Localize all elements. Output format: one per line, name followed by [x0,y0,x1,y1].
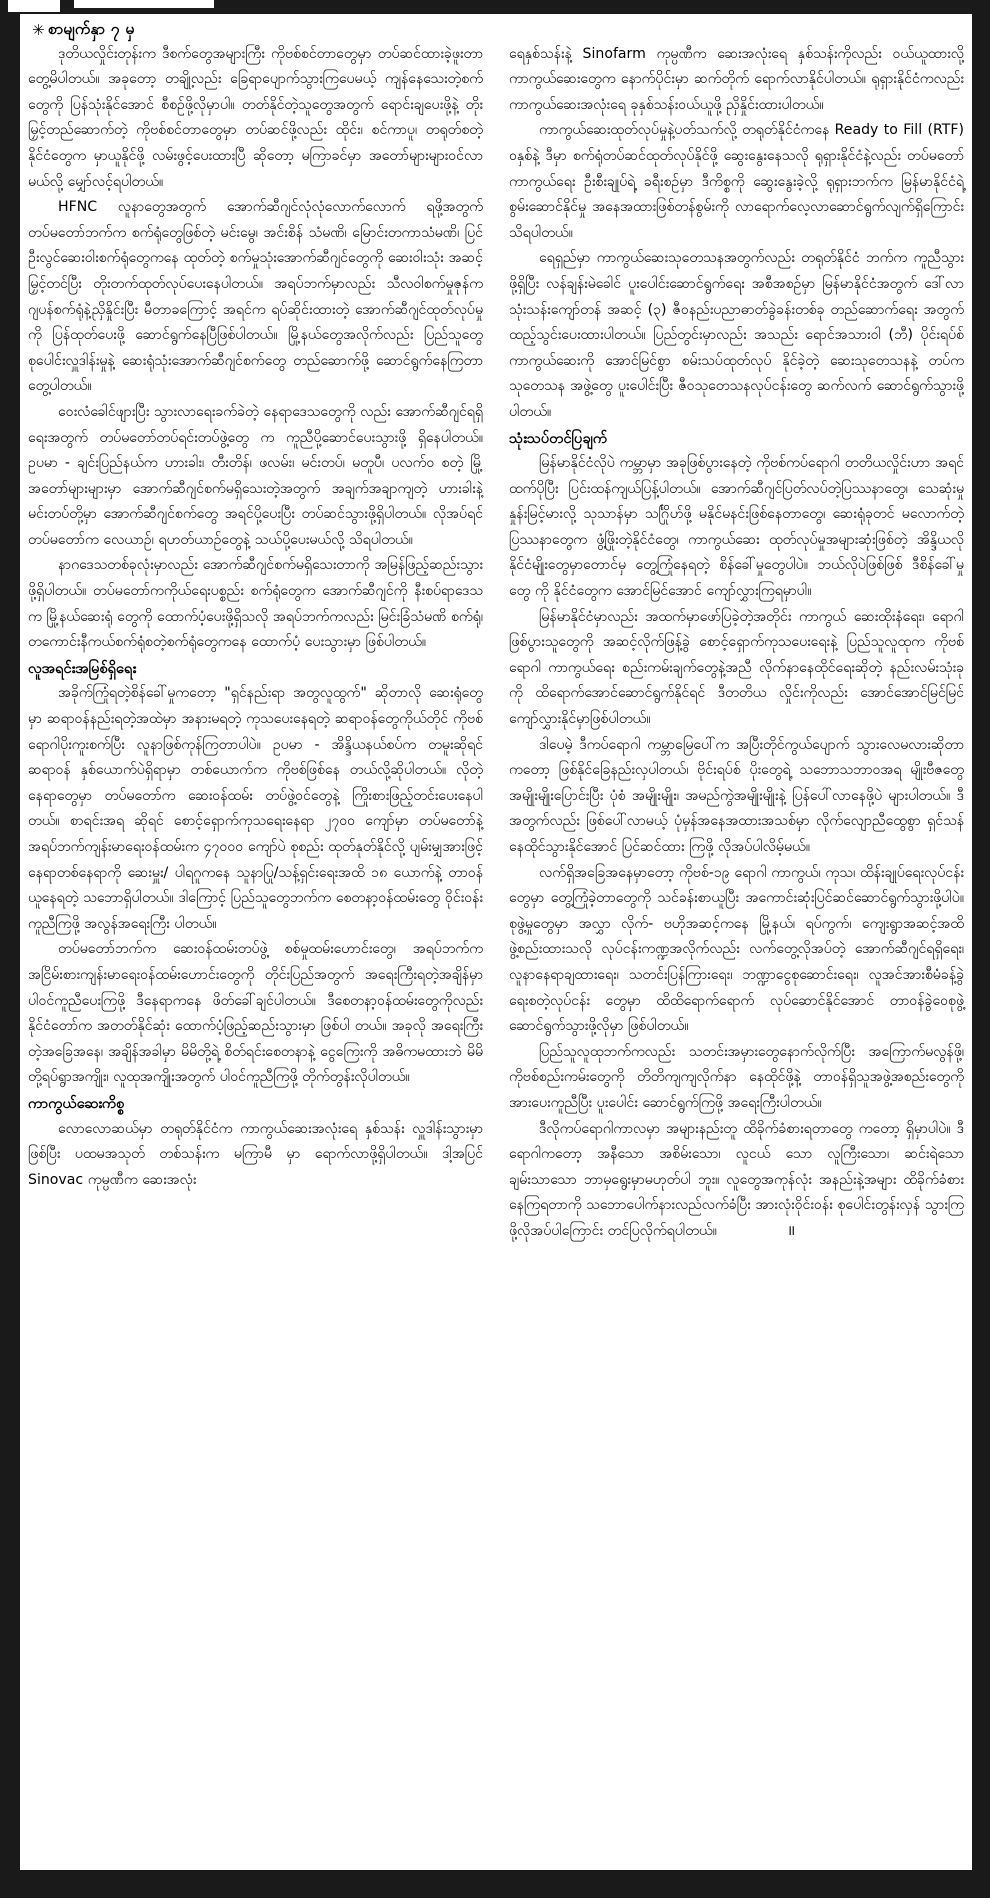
article-paragraph: ဒီလိုကပ်ရောဂါကာလမှာ အများနည်းတူ ထိခိုက်ခံစားရတာတွေ ကတော့ ရှိမှာပါပဲ။ ဒီရောဂါကတော့ အနီသော အစိမ်းသော၊ လူငယ် သော လူကြီးသော၊ ဆင်းရဲသော ချမ်းသာသော ဘာမှရွေးမှာမဟုတ်ပါ ဘူး။ လူတွေအကုန်လုံး အနည်းနဲ့အများ ထိခိုက်ခံစားနေကြရတာကို သဘောပေါက်နားလည်လက်ခံပြီး အားလုံးဝိုင်းဝန်း စုပေါင်းတွန်းလှန် သွားကြဖို့လိုအပ်ပါကြောင်း တင်ပြလိုက်ရပါတယ်။ ॥ [509,1117,964,1245]
scan-edge-nick-right [74,0,214,8]
newspaper-page [20,14,972,1870]
scan-edge-nick-left [8,0,60,12]
article-columns [28,42,964,1245]
asterisk-icon: ✳ [32,21,45,39]
continuation-header [32,20,964,39]
article-paragraph: ရေနှစ်သန်းနဲ့ Sinofarm ကုမ္ပဏီက ဆေးအလုံးရေ နှစ်သန်းကိုလည်း ဝယ်ယူထားလို့ ကာကွယ်ဆေးတွေက နောက်ပိုင်းမှာ ဆက်တိုက် ရောက်လာနိုင်ပါတယ်။ ရုရှားနိုင်ငံကလည်း ကာကွယ်ဆေးအလုံးရေ ခုနှစ်သန်းဝယ်ယူဖို့ ညှိနှိုင်းထားပါတယ်။ [509,45,964,113]
continuation-header-label: စာမျက်နှာ ၇ မှ [47,20,135,38]
article-paragraph: ဒါပေမဲ့ ဒီကပ်ရောဂါ ကမ္ဘာမြေပေါ်က အပြီးတိုင်ကွယ်ပျောက် သွားလေမလားဆိုတာကတော့ ဖြစ်နိုင်ခြေနည်းလှပါတယ်၊ ဗိုင်းရပ်စ် ပိုးတွေရဲ့ သဘောသဘာဝအရ မျိုးဗီဇတွေ အမျိုးမျိုးပြောင်းပြီး ပုံစံ အမျိုးမျိုး၊ အမည်ကွဲအမျိုးမျိုးနဲ့ ပြန်ပေါ်လာနေဖို့ပဲ များပါတယ်။ ဒီအတွက်လည်း ဖြစ်ပေါ်လာမယ့် ပုံမှန်အနေအထားအသစ်မှာ လိုက်လျောညီထွေစွာ ရှင်သန်နေထိုင်သွားနိုင်အောင် ပြင်ဆင်ထား ကြဖို့ လိုအပ်ပါလိမ့်မယ်။ [509,736,964,855]
article-paragraph: ဒုတိယလှိုင်းတုန်းက ဒီစက်တွေအများကြီး ကိုဗစ်စင်တာတွေမှာ တပ်ဆင်ထားခဲ့ဖူးတာ တွေ့မိပါတယ်။ အခုတော့ တချို့လည်း ခြေရာပျောက်သွားကြပေမယ့် ကျန်နေသေးတဲ့စက်တွေကို ပြန်သုံးနိုင်အောင် စီစဉ်ဖို့လိုမှာပါ။ တတ်နိုင်တဲ့သူတွေအတွက် ရောင်းချပေးဖို့နဲ့ တိုးမြှင့်တည်ဆောက်တဲ့ ကိုဗစ်စင်တာတွေမှာ တပ်ဆင်ဖို့လည်း ထိုင်း၊ စင်ကာပူ၊ တရုတ်စတဲ့နိုင်ငံတွေက မှာယူနိုင်ဖို့ လမ်းဖွင့်ပေးထားပြီ ဆိုတော့ မကြာခင်မှာ အတော်များများဝင်လာမယ်လို့ မျှော်လင့်ရပါတယ်။ [28,45,483,190]
section-heading: သုံးသပ်တင်ပြချက် [509,429,608,447]
article-paragraph: ဝေးလံခေါင်ဖျားပြီး သွားလာရေးခက်ခဲတဲ့ နေရာဒေသတွေကို လည်း အောက်ဆီဂျင်ရရှိရေးအတွက် တပ်မတော်တပ်ရင်းတပ်ဖွဲ့တွေ က ကူညီပို့ဆောင်ပေးသွားဖို့ ရှိနေပါတယ်။ ဥပမာ - ချင်းပြည်နယ်က ဟားခါး၊ တီးတိန်၊ ဖလမ်း၊ မင်းတပ်၊ မတူပီ၊ ပလက်ဝ စတဲ့ မြို့အတော်များများမှာ အောက်ဆီဂျင်စက်မရှိသေးတဲ့အတွက် အချက်အချာကျတဲ့ ဟားခါးနဲ့ မင်းတပ်တို့မှာ အောက်ဆီဂျင်စက်တွေ အရင်ပို့ပေးပြီး တပ်ဆင်သွားဖို့ရှိပါတယ်။ လိုအပ်ရင် တပ်မတော်က လေယာဉ်၊ ရဟတ်ယာဉ်တွေနဲ့ သယ်ပို့ပေးမယ်လို့ သိရပါတယ်။ [28,403,483,548]
article-end-mark: ॥ [786,1222,796,1239]
article-paragraph: နာဂဒေသတစ်ခုလုံးမှာလည်း အောက်ဆီဂျင်စက်မရှိသေးတာကို အမြန်ဖြည့်ဆည်းသွားဖို့ရှိပါတယ်။ တပ်မတော်ကကိုယ်ရေးပစ္စည်း စက်ရုံတွေက အောက်ဆီဂျင်ကို နီးစပ်ရာဒေသက မြို့နယ်ဆေးရုံ တွေကို ထောက်ပံ့ပေးဖို့ရှိသလို အရပ်ဘက်ကလည်း မြင်းခြံသံမဏိ စက်ရုံ၊ တကောင်းနီကယ်စက်ရုံစတဲ့စက်ရုံတွေကနေ ထောက်ပံ့ ပေးသွားမှာ ဖြစ်ပါတယ်။ [28,557,483,651]
article-paragraph: မြန်မာနိုင်ငံလိုပဲ ကမ္ဘာမှာ အခုဖြစ်ပွားနေတဲ့ ကိုဗစ်ကပ်ရောဂါ တတိယလှိုင်းဟာ အရင်ထက်ပိုပြီး ပြင်းထန်ကျယ်ပြန့်ပါတယ်။ အောက်ဆီဂျင်ပြတ်လပ်တဲ့ပြဿနာတွေ၊ သေဆုံးမှုနှုန်းမြင့်မားလို့ သုသာန်မှာ သင်္ဂြိုဟ်ဖို့ မနိုင်မနင်းဖြစ်နေတာတွေ၊ ဆေးရုံခုတင် မလောက်တဲ့ ပြဿနာတွေက ဖွံ့ဖြိုးတဲ့နိုင်ငံတွေ၊ ကာကွယ်ဆေး ထုတ်လုပ်မှုအများဆုံးဖြစ်တဲ့ အိန္ဒိယလိုနိုင်ငံမျိုးတွေမှာတောင်မှ တွေ့ကြုံနေရတဲ့ စိန်ခေါ်မှုတွေပါပဲ။ ဘယ်လိုပဲဖြစ်ဖြစ် ဒီစိန်ခေါ်မှုတွေ ကို နိုင်ငံတွေက အောင်မြင်အောင် ကျော်လွှားကြရမှာပါ။ [509,455,964,600]
article-paragraph: ကာကွယ်ဆေးထုတ်လုပ်မှုနဲ့ပတ်သက်လို့ တရုတ်နိုင်ငံကနေ Ready to Fill (RTF) ဝနှစ်နဲ့ ဒီမှာ စက်ရုံတပ်ဆင်ထုတ်လုပ်နိုင်ဖို့ ဆွေးနွေးနေသလို ရုရှားနိုင်ငံနဲ့လည်း တပ်မတော်ကာကွယ်ရေး ဦးစီးချုပ်ရဲ့ ခရီးစဉ်မှာ ဒီကိစ္စကို ဆွေးနွေးခဲ့လို့ ရုရှားဘက်က မြန်မာနိုင်ငံရဲ့ စွမ်းဆောင်နိုင်မှု အနေအထားဖြစ်တန်စွမ်းကို လာရောက်လေ့လာဆောင်ရွက်လျက်ရှိကြောင်း သိရပါတယ်။ [509,122,964,241]
article-paragraph: ရေရှည်မှာ ကာကွယ်ဆေးသုတေသနအတွက်လည်း တရုတ်နိုင်ငံ ဘက်က ကူညီသွားဖို့ရှိပြီး လန်ချန်းမဲခေါင် ပူးပေါင်းဆောင်ရွက်ရေး အစီအစဉ်မှာ မြန်မာနိုင်ငံအတွက် ဒေါ်လာ သုံးသန်းကျော်တန် အဆင့် (၃) ဇီဝနည်းပညာဓာတ်ခွဲခန်းတစ်ခု တည်ဆောက်ရေး အတွက် ထည့်သွင်းပေးထားပါတယ်။ ပြည်တွင်းမှာလည်း အသည်း ရောင်အသားဝါ (ဘီ) ပိုင်းရပ်စ်ကာကွယ်ဆေးကို အောင်မြင်စွာ စမ်းသပ်ထုတ်လုပ် နိုင်ခဲ့တဲ့ ဆေးသုတေသနနဲ့ တပ်က သုတေသန အဖွဲ့တွေ ပူးပေါင်းပြီး ဇီဝသုတေသနလုပ်ငန်းတွေ ဆက်လက် ဆောင်ရွက်သွားဖို့ပါတယ်။ [509,250,964,420]
article-paragraph: လောလောဆယ်မှာ တရုတ်နိုင်ငံက ကာကွယ်ဆေးအလုံးရေ နှစ်သန်း လှူဒါန်းသွားမှာဖြစ်ပြီး ပထမအသုတ် တစ်သန်းက မကြာမီ မှာ ရောက်လာဖို့ရှိပါတယ်။ ဒါ့အပြင် Sinovac ကုမ္ပဏီက ဆေးအလုံး [28,1120,483,1188]
article-content [28,20,964,1860]
article-paragraph: လက်ရှိအခြေအနေမှာတော့ ကိုဗစ်-၁၉ ရောဂါ ကာကွယ်၊ ကုသ၊ ထိန်းချုပ်ရေးလုပ်ငန်းတွေမှာ တွေ့ကြုံခဲ့တာတွေကို သင်ခန်းစာယူပြီး အကောင်းဆုံးပြင်ဆင်ဆောင်ရွက်သွားဖို့ပါပဲ။ စုဖွဲ့မှုတွေမှာ အလွှာ လိုက်- ဗဟိုအဆင့်ကနေ မြို့နယ်၊ ရပ်ကွက်၊ ကျေးရွာအဆင့်အထိ ဖွဲ့စည်းထားသလို လုပ်ငန်းကဏ္ဍအလိုက်လည်း လက်တွေ့လိုအပ်တဲ့ အောက်ဆီဂျင်ရရှိရေး၊ လူနာနေရာချထားရေး၊ သတင်းပြန်ကြားရေး၊ ဘဏ္ဍာငွေစုဆောင်းရေး၊ လူအင်အားစီမံခန့်ခွဲရေးစတဲ့လုပ်ငန်း တွေမှာ ထိထိရောက်ရောက် လုပ်ဆောင်နိုင်အောင် တာဝန်ခွဲဝေစုဖွဲ့ ဆောင်ရွက်သွားဖို့လိုမှာ ဖြစ်ပါတယ်။ [509,864,964,1035]
article-column-left [28,42,483,1194]
article-paragraph: မြန်မာနိုင်ငံမှာလည်း အထက်မှာဖော်ပြခဲ့တဲ့အတိုင်း ကာကွယ် ဆေးထိုးနံရေး၊ ရောဂါဖြစ်ပွားသူတွေကို အဆင့်လိုက်ဖြန့်ခွဲ စောင့်ရှောက်ကုသပေးရေးနဲ့ ပြည်သူလူထုက ကိုဗစ်ရောဂါ ကာကွယ်ရေး စည်းကမ်းချက်တွေနဲ့အညီ လိုက်နာနေထိုင်ရေးဆိုတဲ့ နည်းလမ်းသုံးခုကို ထိရောက်အောင်ဆောင်ရွက်နိုင်ရင် ဒီတတိယ လှိုင်းကိုလည်း အောင်အောင်မြင်မြင် ကျော်လွှားနိုင်မှာဖြစ်ပါတယ်။ [509,608,964,728]
article-column-right [509,42,964,1245]
section-heading: ကာကွယ်ဆေးကိစ္စ [28,1094,125,1112]
article-paragraph: အခိုက်ကြုံရတဲ့စိန်ခေါ်မှုကတော့ "ရှင်နည်းရာ အတွလူထွက်" ဆိုတာလို ဆေးရုံတွေမှာ ဆရာဝန်နည်းရတဲ့အထဲမှာ အနားမရတဲ့ ကုသပေးနေရတဲ့ ဆရာဝန်တွေကိုယ်တိုင် ကိုဗစ်ရောဂါပိုးကူးစက်ပြီး လူနာဖြစ်ကုန်ကြတာပါပဲ။ ဥပမာ - အိန္ဒိယနယ်စပ်က တမူးဆိုရင် ဆရာဝန် နှစ်ယောက်ပဲရှိရာမှာ တစ်ယောက်က ကိုဗစ်ဖြစ်နေ တယ်လို့ဆိုပါတယ်။ လိုတဲ့နေရာတွေမှာ တပ်မတော်က ဆေးဝန်ထမ်း တပ်ဖွဲ့ဝင်တွေနဲ့ ကြိုးစားဖြည့်တင်းပေးနေပါတယ်။ စာရင်းအရ ဆိုရင် စောင့်ရှောက်ကုသရေးနေရာ ၂၇၀၀ ကျော်မှာ တပ်မတော်နဲ့ အရပ်ဘက်ကျန်းမာရေးဝန်ထမ်းက ၄၇၀၀၀ ကျော်ပဲ စုစည်း ထုတ်နုတ်နိုင်လို့ ပျမ်းမျှအားဖြင့် နေရာတစ်နေရာကို ဆေးမှူး/ ပါရဂူကနေ သူနာပြု/သန့်ရှင်းရေးအထိ ၁၈ ယောက်နဲ့ တာဝန် ယူနေရတဲ့ သဘောရှိပါတယ်။ ဒါကြောင့် ပြည်သူတွေဘက်က စေတနာ့ဝန်ထမ်းတွေ ဝိုင်းဝန်းကူညီကြဖို့ အလွန်အရေးကြီး ပါတယ်။ [28,685,483,932]
section-heading: လူအရင်းအမြစ်ရှိရေး [28,659,137,677]
article-paragraph: HFNC လူနာတွေအတွက် အောက်ဆီဂျင်လုံလုံလောက်လောက် ရဖို့အတွက် တပ်မတော်ဘက်က စက်ရုံတွေဖြစ်တဲ့ မင်းမွေ၊ အင်းစိန် သံမဏိ၊ မြောင်းတကာသံမဏိ၊ ပြင်ဦးလွင်ဆေးဝါးစက်ရုံတွေကနေ ထုတ်တဲ့ စက်မှုသုံးအောက်ဆီဂျင်တွေကို ဆေးဝါးသုံး အဆင့်မြှင့်တင်ပြီး တိုးတက်ထုတ်လုပ်ပေးနေပါတယ်။ အရပ်ဘက်မှာလည်း သီလဝါစက်မှုဇုန်က ဂျပန်စက်ရုံနဲ့ညှိနှိုင်းပြီး မီတာခကြောင့် အရင်က ရပ်ဆိုင်းထားတဲ့ အောက်ဆီဂျင်ထုတ်လုပ်မှုကို ပြန်ထုတ်ပေးဖို့ ဆောင်ရွက်နေပြီဖြစ်ပါတယ်။ မြို့နယ်တွေအလိုက်လည်း ပြည်သူတွေ စုပေါင်းလှူဒါန်းမှုနဲ့ ဆေးရုံသုံးအောက်ဆီဂျင်စက်တွေ တည်ဆောက်ဖို့ ဆောင်ရွက်နေကြတာ တွေ့ပါတယ်။ [28,199,483,395]
article-paragraph: ပြည်သူလူထုဘက်ကလည်း သတင်းအမှားတွေနောက်လိုက်ပြီး အကြောက်မလွန်ဖို့၊ ကိုဗစ်စည်းကမ်းတွေကို တိတိကျကျလိုက်နာ နေထိုင်ဖို့နဲ့ တာဝန်ရှိသူအဖွဲ့အစည်းတွေကို အားပေးကူညီပြီး ပူးပေါင်း ဆောင်ရွက်ကြဖို့ အရေးကြီးပါတယ်။ [509,1043,964,1111]
article-paragraph: တပ်မတော်ဘက်က ဆေးဝန်ထမ်းတပ်ဖွဲ့ စစ်မှုထမ်းဟောင်းတွေ၊ အရပ်ဘက်က အငြိမ်းစားကျန်းမာရေးဝန်ထမ်းဟောင်းတွေကို တိုင်းပြည်အတွက် အရေးကြီးရတဲ့အချိန်မှာ ပါဝင်ကူညီပေးကြဖို့ ဒီနေရာကနေ ဖိတ်ခေါ်ချင်ပါတယ်။ ဒီစေတနာ့ဝန်ထမ်းတွေကိုလည်း နိုင်ငံတော်က အတတ်နိုင်ဆုံး ထောက်ပံ့ဖြည့်ဆည်းသွားမှာ ဖြစ်ပါ တယ်။ အခုလို အရေးကြီးတဲ့အခြေအနေ၊ အချိန်အခါမှာ မိမိတို့ရဲ့ စိတ်ရင်းစေတနာနဲ့ ငွေကြေးကို အဓိကမထားဘဲ မိမိတို့ရပ်ရွာအကျိုး၊ လူထုအကျိုးအတွက် ပါဝင်ကူညီကြဖို့ တိုက်တွန်းလိုပါတယ်။ [28,941,483,1086]
